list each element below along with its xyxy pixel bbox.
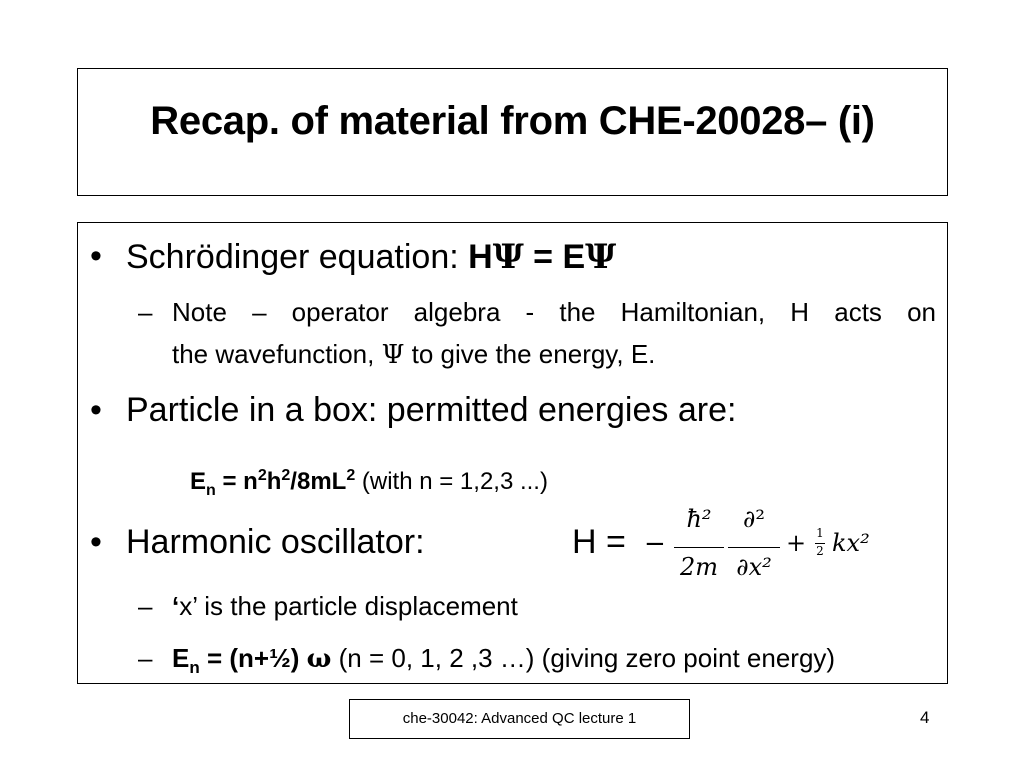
psi-symbol-2: Ψ <box>585 237 617 277</box>
bullet-3-text: Harmonic oscillator: <box>126 523 425 561</box>
pib-sub-n: n <box>206 481 216 499</box>
pib-sup-2: 2 <box>281 467 291 484</box>
displacement-rest: ’ is the particle displacement <box>192 591 518 621</box>
footer-box <box>349 699 690 739</box>
ho-e: E <box>172 643 190 673</box>
pib-mid: = n <box>215 468 258 495</box>
bullet-2-text: Particle in a box: permitted energies are: <box>126 391 737 429</box>
formula-plus: + <box>786 529 807 557</box>
formula-half-num: 1 <box>816 526 824 540</box>
slide-title: Recap. of material from CHE-20028– (i) <box>150 99 875 143</box>
note-line-2 <box>172 339 655 370</box>
fraction-bar-1 <box>674 547 724 548</box>
page-number: 4 <box>920 708 930 727</box>
eq-mid: = E <box>523 238 586 276</box>
pib-tail: /8mL <box>290 468 347 495</box>
sub-dash-2: – <box>138 591 153 621</box>
pib-note: (with n = 1,2,3 ...) <box>355 468 548 495</box>
psi-symbol: Ψ <box>492 237 524 277</box>
hamiltonian-label: H = <box>572 523 626 561</box>
pib-energy-equation <box>190 467 548 500</box>
note-line-2b: to give the energy, E. <box>404 339 656 369</box>
formula-half-den: 2 <box>816 544 824 558</box>
bullet-3-glyph: • <box>90 523 102 561</box>
note-line-2a: the wavefunction, <box>172 339 382 369</box>
bullet-1-text <box>126 237 616 277</box>
omega-symbol: ω <box>306 644 332 674</box>
formula-2m: 2m <box>679 553 719 581</box>
schrodinger-label: Schrödinger equation: <box>126 238 469 276</box>
sub-dash-3: – <box>138 643 153 673</box>
pib-sup-3: 2 <box>346 467 356 484</box>
displacement-note <box>172 591 518 622</box>
ho-rest: (n = 0, 1, 2 ,3 …) (giving zero point energy) <box>331 643 836 673</box>
note-line-1: Note – operator algebra - the Hamiltonian, H acts on <box>172 297 936 327</box>
bullet-1-glyph: • <box>90 237 102 275</box>
eq-h: H <box>468 238 493 276</box>
pib-e: E <box>190 468 207 495</box>
psi-symbol-3: Ψ <box>381 340 405 370</box>
ho-energy-line <box>172 643 835 678</box>
formula-minus: − <box>644 529 666 559</box>
formula-hbar-sq: ħ² <box>686 505 712 533</box>
bullet-2-glyph: • <box>90 391 102 429</box>
ho-bold-rest: = (n+½) <box>199 643 307 673</box>
pib-h: h <box>266 468 282 495</box>
pib-sup-1: 2 <box>257 467 267 484</box>
ho-sub-n: n <box>189 658 200 678</box>
formula-partial-sq: ∂² <box>742 505 766 533</box>
quote-open: ‘ <box>172 591 180 621</box>
fraction-bar-2 <box>728 547 780 548</box>
content-box <box>77 222 948 684</box>
footer-text: che-30042: Advanced QC lecture 1 <box>402 710 637 727</box>
formula-kx-sq: kx² <box>832 529 870 557</box>
sub-dash-1: – <box>138 297 153 327</box>
title-box <box>77 68 948 196</box>
x-var: x <box>179 591 193 621</box>
formula-partial-x-sq: ∂x² <box>736 553 772 581</box>
